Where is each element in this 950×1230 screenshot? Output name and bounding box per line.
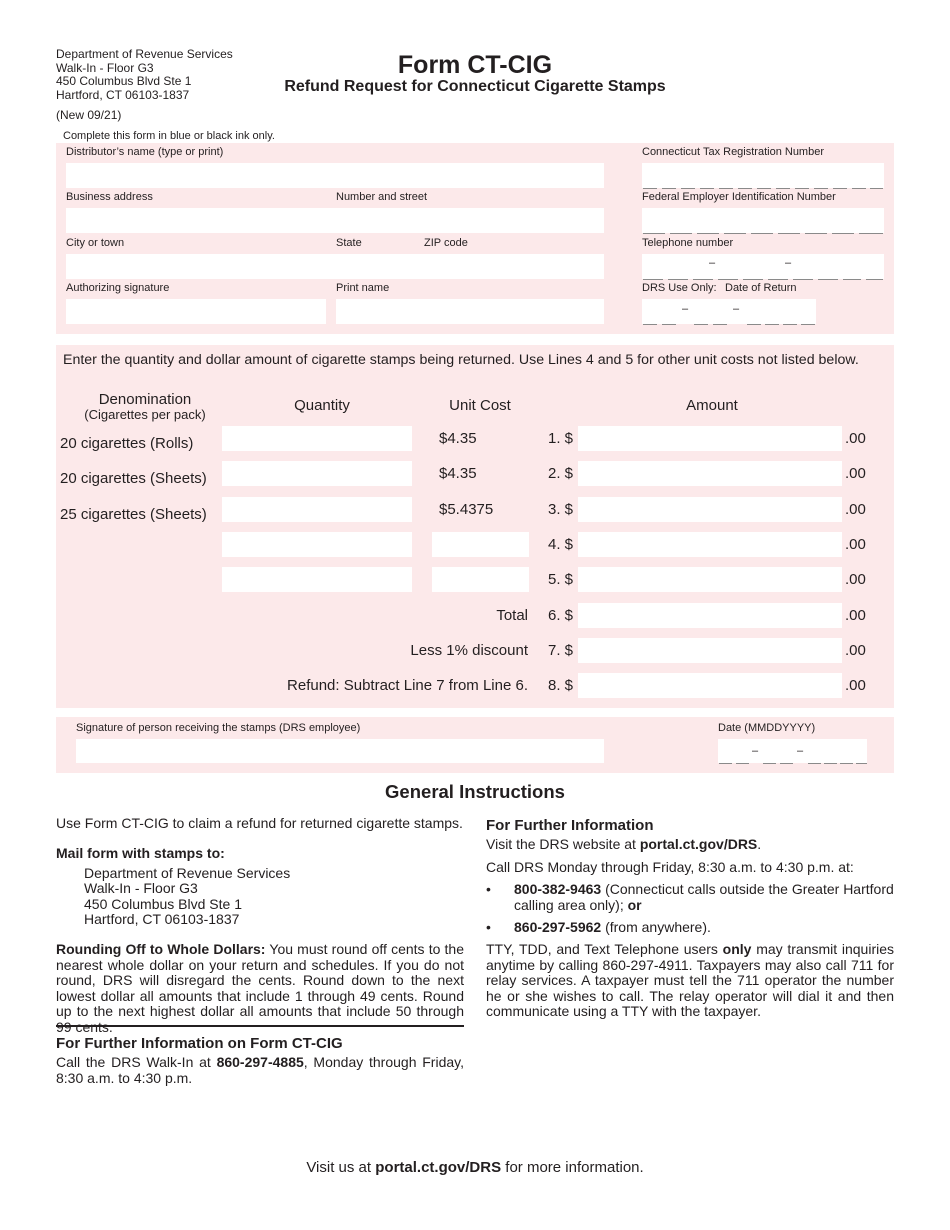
further-ct-post: , Monday through Friday, 8:30 a.m. to 4:30 p.m. <box>56 1054 464 1086</box>
bullet-2-text <box>514 920 711 936</box>
phone-2-desc: (from anywhere). <box>605 919 711 935</box>
unit-cost-field-4[interactable] <box>432 532 529 557</box>
fein-field[interactable] <box>642 208 884 233</box>
bullet-1-marker: • <box>486 881 491 897</box>
phone-1-desc: (Connecticut calls outside the Greater Hartford calling area only); <box>514 881 894 913</box>
phone-2: 860-297-5962 <box>514 919 602 935</box>
receiver-signature-label: Signature of person receiving the stamps (DRS employee) <box>76 722 361 734</box>
refund-amount-field[interactable] <box>578 673 842 698</box>
receipt-date-separator-1: – <box>752 745 759 757</box>
visit-site-link[interactable]: portal.ct.gov/DRS <box>639 836 758 852</box>
line-number-7: 7. $ <box>548 642 574 659</box>
further-ct-paragraph <box>56 1055 464 1086</box>
receipt-date-separator-2: – <box>797 745 804 757</box>
mail-address-line-2: Walk-In - Floor G3 <box>84 880 198 897</box>
telephone-field[interactable] <box>642 254 884 279</box>
fein-label: Federal Employer Identification Number <box>642 191 836 203</box>
agency-name: Department of Revenue Services <box>56 47 233 61</box>
form-subtitle: Refund Request for Connecticut Cigarette Stamps <box>284 78 666 95</box>
unit-cost-field-5[interactable] <box>432 567 529 592</box>
denomination-2: 20 cigarettes (Sheets) <box>60 470 207 487</box>
footer-post: for more information. <box>505 1159 644 1176</box>
bullet-1-text <box>514 882 894 913</box>
date-of-return-separator-2: – <box>733 303 740 315</box>
rounding-paragraph <box>56 942 464 1036</box>
section-divider <box>56 1025 464 1027</box>
line-number-8: 8. $ <box>548 677 574 694</box>
quantity-field-3[interactable] <box>222 497 412 522</box>
form-title: Form CT-CIG <box>397 51 553 79</box>
amount-cents-2: .00 <box>845 465 866 482</box>
stamps-instruction: Enter the quantity and dollar amount of cigarette stamps being returned. Use Lines 4 and 5 for other unit costs not listed below. <box>63 352 859 368</box>
unit-cost-3: $5.4375 <box>439 501 494 518</box>
amount-field-3[interactable] <box>578 497 842 522</box>
rounding-text: You must round off cents to the nearest whole dollar on your return and schedules. If you do not round, DRS will disregard the cents. Round down to the next lowest dollar all amounts that include 1 through 49 cents. Round up to the next highest dollar all amounts that include 50 through <box>56 941 464 1020</box>
zip-label: ZIP code <box>424 237 468 249</box>
mail-heading: Mail form with stamps to: <box>56 845 225 861</box>
quantity-field-4[interactable] <box>222 532 412 557</box>
authorizing-signature-label: Authorizing signature <box>66 282 170 294</box>
telephone-label: Telephone number <box>642 237 734 249</box>
visit-website-line <box>486 837 761 853</box>
quantity-field-5[interactable] <box>222 567 412 592</box>
mail-address-line-3: 450 Columbus Blvd Ste 1 <box>84 895 242 912</box>
further-info-heading: For Further Information <box>486 817 654 834</box>
receipt-date-field[interactable] <box>718 739 867 763</box>
total-amount-field[interactable] <box>578 603 842 628</box>
quantity-field-2[interactable] <box>222 461 412 486</box>
amount-field-1[interactable] <box>578 426 842 451</box>
col-quantity-header: Quantity <box>294 397 350 414</box>
unit-cost-2: $4.35 <box>439 465 477 482</box>
mail-address-block <box>84 866 290 928</box>
amount-cents-8: .00 <box>845 677 866 694</box>
date-of-return-field[interactable] <box>642 299 816 324</box>
footer-line <box>0 1159 950 1176</box>
tty-paragraph <box>486 942 894 1020</box>
distributor-name-label: Distributor’s name (type or print) <box>66 146 224 158</box>
footer-pre: Visit us at <box>306 1159 372 1176</box>
print-name-label: Print name <box>336 282 390 294</box>
tty-post: may transmit inquiries anytime by calling 860-297-4911. Taxpayers may also call 711 for relay services. A taxpayer must tell the 711 operator the number he or she wishes to call. The relay operator will dial it and then communicate using a TTY with the taxpayer. <box>486 941 895 1020</box>
line-number-6: 6. $ <box>548 607 574 624</box>
drs-use-only-label: DRS Use Only: <box>642 282 717 294</box>
tty-only: only <box>722 941 752 957</box>
amount-cents-7: .00 <box>845 642 866 659</box>
city-label: City or town <box>66 237 125 249</box>
col-unit-cost-header: Unit Cost <box>449 397 511 414</box>
state-label: State <box>336 237 362 249</box>
form-revision: (New 09/21) <box>56 108 122 122</box>
mail-address-line-1: Department of Revenue Services <box>84 865 291 881</box>
footer-site-link[interactable]: portal.ct.gov/DRS <box>375 1159 502 1176</box>
phone-1: 800-382-9463 <box>514 881 602 897</box>
line-number-3: 3. $ <box>548 501 574 518</box>
amount-field-2[interactable] <box>578 461 842 486</box>
authorizing-signature-field[interactable] <box>66 299 326 324</box>
amount-field-5[interactable] <box>578 567 842 592</box>
refund-label: Refund: Subtract Line 7 from Line 6. <box>287 677 528 694</box>
agency-floor: Walk-In - Floor G3 <box>56 60 154 75</box>
line-number-4: 4. $ <box>548 536 574 553</box>
ct-tax-registration-label: Connecticut Tax Registration Number <box>642 146 824 158</box>
receipt-date-label: Date (MMDDYYYY) <box>718 722 816 734</box>
unit-cost-1: $4.35 <box>439 430 477 447</box>
line-number-1: 1. $ <box>548 430 574 447</box>
receiver-signature-field[interactable] <box>76 739 604 763</box>
amount-cents-6: .00 <box>845 607 866 624</box>
line-number-5: 5. $ <box>548 571 574 588</box>
ink-note: Complete this form in blue or black ink only. <box>63 130 275 142</box>
instructions-title: General Instructions <box>385 781 565 802</box>
call-line: Call DRS Monday through Friday, 8:30 a.m. to 4:30 p.m. at: <box>486 859 854 875</box>
date-of-return-label: Date of Return <box>725 282 797 294</box>
amount-cents-5: .00 <box>845 571 866 588</box>
use-form-text: Use Form CT-CIG to claim a refund for returned cigarette stamps. <box>56 815 463 831</box>
visit-pre: Visit the DRS website at <box>486 836 636 852</box>
visit-post: . <box>757 836 762 852</box>
amount-cents-1: .00 <box>845 430 866 447</box>
number-street-label: Number and street <box>336 191 428 203</box>
distributor-name-field[interactable] <box>66 163 604 188</box>
rounding-heading: Rounding Off to Whole Dollars: <box>56 941 266 957</box>
further-ct-phone: 860-297-4885 <box>216 1054 304 1070</box>
quantity-field-1[interactable] <box>222 426 412 451</box>
total-label: Total <box>496 607 528 624</box>
further-ct-heading: For Further Information on Form CT-CIG <box>56 1035 343 1052</box>
telephone-separator-2: – <box>785 257 792 269</box>
print-name-field[interactable] <box>336 299 604 324</box>
discount-amount-field[interactable] <box>578 638 842 663</box>
agency-city: Hartford, CT 06103-1837 <box>56 87 190 102</box>
col-denomination-header <box>60 391 230 422</box>
further-ct-pre: Call the DRS Walk-In at <box>56 1054 211 1070</box>
agency-street: 450 Columbus Blvd Ste 1 <box>56 74 192 88</box>
col-denomination-subtitle: (Cigarettes per pack) <box>84 407 206 422</box>
col-amount-header: Amount <box>686 397 738 414</box>
denomination-3: 25 cigarettes (Sheets) <box>60 506 207 523</box>
bullet-2-marker: • <box>486 919 491 935</box>
amount-cents-3: .00 <box>845 501 866 518</box>
business-address-field[interactable] <box>66 208 604 233</box>
tty-pre: TTY, TDD, and Text Telephone users <box>486 941 718 957</box>
city-state-zip-field[interactable] <box>66 254 604 279</box>
date-of-return-separator-1: – <box>682 303 689 315</box>
amount-field-4[interactable] <box>578 532 842 557</box>
col-denomination-title: Denomination <box>98 391 192 408</box>
denomination-1: 20 cigarettes (Rolls) <box>60 435 194 452</box>
mail-address-line-4: Hartford, CT 06103-1837 <box>84 911 240 928</box>
line-number-2: 2. $ <box>548 465 574 482</box>
business-address-label: Business address <box>66 191 153 203</box>
discount-label: Less 1% discount <box>410 642 528 659</box>
ct-tax-registration-field[interactable] <box>642 163 884 188</box>
amount-cents-4: .00 <box>845 536 866 553</box>
telephone-separator-1: – <box>709 257 716 269</box>
phone-1-or: or <box>627 896 642 913</box>
